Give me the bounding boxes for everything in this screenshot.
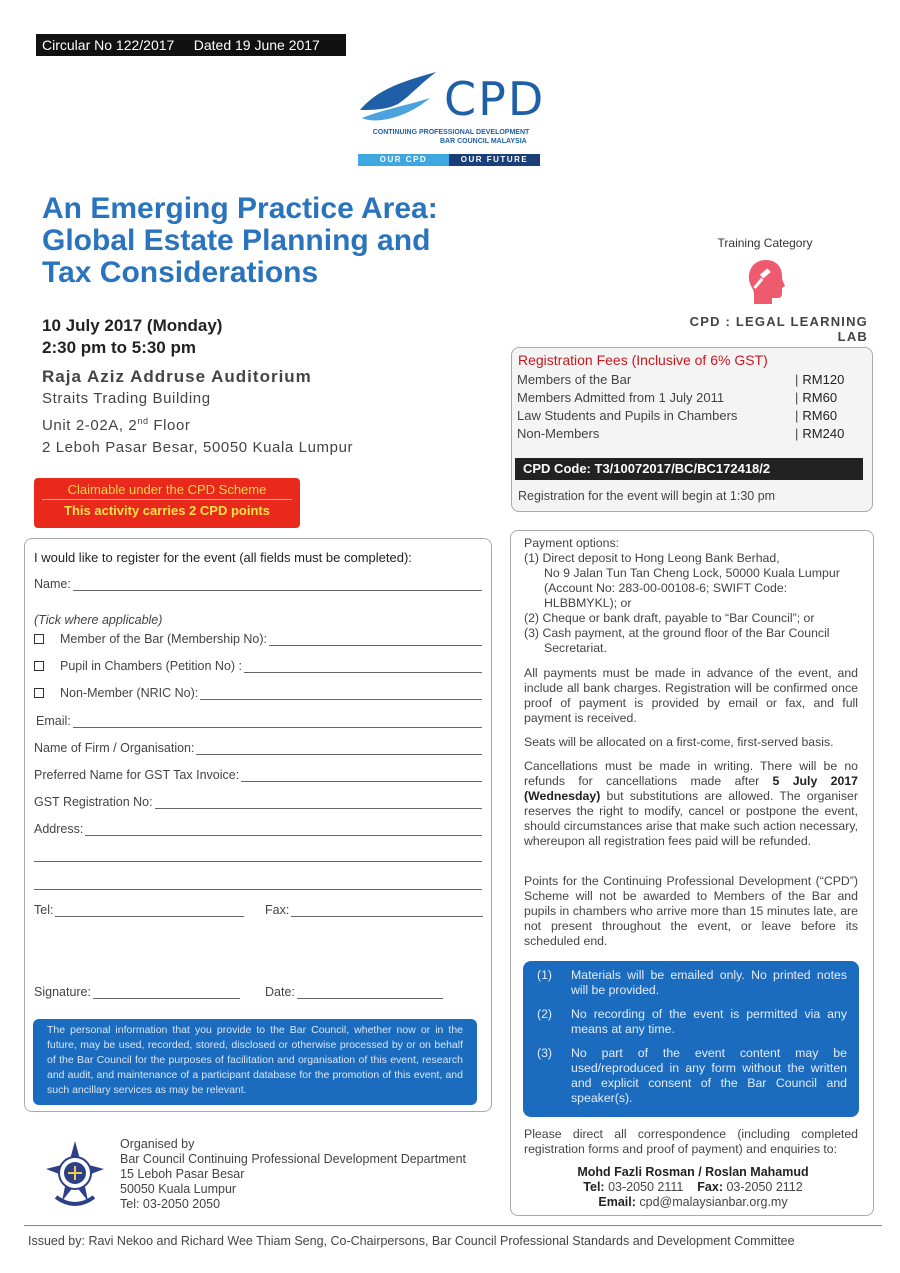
logo-sub-line2: BAR COUNCIL MALAYSIA [440,138,527,145]
fee-row [517,424,856,442]
tel-label: Tel: [583,1180,605,1194]
fees-table [517,370,856,442]
email-field[interactable] [36,714,482,728]
tel-label: Tel: [34,903,54,917]
contact-fax: 03-2050 2112 [726,1180,803,1194]
cancel-deadline: 5 July 2017 (Wednesday) [524,774,858,803]
correspondence-text: Please direct all correspondence (including completed registration forms and proof of payment) and enquiries to: [524,1127,858,1156]
member-line[interactable] [269,633,482,646]
note-item [537,1046,847,1106]
organiser-label: Organised by [120,1137,195,1151]
logo-text: CPD [444,72,546,126]
organiser-info [120,1137,466,1212]
nonmember-checkbox[interactable] [34,688,44,698]
tel-line[interactable] [55,904,244,917]
tel-field[interactable] [34,903,244,917]
note-number: (3) [537,1046,553,1060]
advance-payment-text: All payments must be made in advance of the event, and include all bank charges. Registration will be confirmed once proof of payment is provided by email or fax, and full payment is received. [524,666,858,725]
logo-subtitle [360,128,542,146]
organiser-line2: 15 Leboh Pasar Besar [120,1167,245,1181]
logo-strip [358,154,540,166]
venue-line3: 2 Leboh Pasar Besar, 50050 Kuala Lumpur [42,439,354,456]
fee-label: Non-Members [517,425,600,441]
contact-email-row [511,1195,875,1210]
venue-sup: nd [137,416,149,426]
contact-names: Mohd Fazli Rosman / Roslan Mahamud [577,1165,809,1179]
fee-separator: | [795,425,799,441]
date-line[interactable] [297,986,443,999]
pupil-field[interactable] [34,659,482,673]
training-category: CPD : LEGAL LEARNING LAB [689,314,868,344]
signature-line[interactable] [93,986,240,999]
notes-panel [523,961,859,1117]
registration-start: Registration for the event will begin at 1:30 pm [518,489,776,503]
payment-option-1-swift: HLBBMYKL); or [544,596,632,610]
note-number: (2) [537,1007,553,1021]
name-line[interactable] [73,578,482,591]
date-label: Date: [265,985,295,999]
venue-line2 [42,410,353,437]
signature-field[interactable] [34,985,240,999]
event-date: 10 July 2017 (Monday) [42,316,223,335]
nonmember-field[interactable] [34,686,482,700]
email-label: Email: [598,1195,636,1209]
gst-name-field[interactable] [34,768,482,782]
privacy-notice: The personal information that you provide to the Bar Council, whether now or in the future, may be used, recorded, stored, disclosed or otherwise processed by or on behalf of the Bar Council for the purposes of facilitation and organisation of this event, research and audit, and maintenance of a participant database for the promotion of this event, and such ancillary services as may be relevant. [33,1019,477,1105]
organiser-line4: Tel: 03-2050 2050 [120,1197,221,1211]
address-line[interactable] [85,823,482,836]
venue-line1: Straits Trading Building [42,390,211,407]
event-title [42,193,512,289]
name-field[interactable] [34,577,482,591]
title-line: Tax Considerations [42,256,319,289]
event-venue [42,366,353,459]
firm-field[interactable] [34,741,482,755]
fee-amount: RM120 [802,371,845,387]
cancellation-text [524,759,858,849]
firm-label: Name of Firm / Organisation: [34,741,195,755]
pupil-line[interactable] [244,660,482,673]
note-item [537,1007,847,1037]
address-field[interactable] [34,822,482,836]
payment-option-3: (3) Cash payment, at the ground floor of the Bar Council [524,626,830,640]
cpd-code: CPD Code: T3/10072017/BC/BC172418/2 [515,458,863,480]
payment-info-box [510,530,874,1216]
claim-line2: This activity carries 2 CPD points [64,503,270,518]
name-label: Name: [34,577,71,591]
fee-amount: RM60 [802,389,838,405]
issued-by: Issued by: Ravi Nekoo and Richard Wee Thiam Seng, Co-Chairpersons, Bar Council Professional Standards and Development Committee [28,1234,795,1248]
venue-name: Raja Aziz Addruse Auditorium [42,367,312,386]
fees-title: Registration Fees (Inclusive of 6% GST) [518,352,768,368]
head-gavel-icon [746,258,786,306]
fax-field[interactable] [265,903,483,917]
cpd-points-text: Points for the Continuing Professional Development (“CPD”) Scheme will not be awarded to Members of the Bar and pupils in chambers who arrive more than 15 minutes late, are not present throughout the event, or leave before its scheduled end. [524,874,858,948]
note-item [537,968,847,998]
title-line: Global Estate Planning and [42,224,431,257]
contact-email[interactable]: cpd@malaysianbar.org.my [639,1195,788,1209]
gst-name-label: Preferred Name for GST Tax Invoice: [34,768,240,782]
fax-label: Fax: [265,903,290,917]
payment-title: Payment options: [524,536,620,550]
fee-amount: RM240 [802,425,845,441]
pupil-label: Pupil in Chambers (Petition No) : [60,659,243,673]
bar-council-crest-icon [42,1139,108,1213]
contact-tel: 03-2050 2111 [608,1180,684,1194]
pupil-checkbox[interactable] [34,661,44,671]
fee-row [517,406,856,424]
wave-icon [358,70,444,126]
contact-info [511,1165,875,1210]
cancel-pre: Cancellations must be made in writing. There will be no refunds for cancellations made after [524,759,858,788]
logo-strip-left: OUR CPD [358,154,449,166]
fee-label: Members of the Bar [517,371,632,387]
fee-label: Members Admitted from 1 July 2011 [517,389,725,405]
fee-label: Law Students and Pupils in Chambers [517,407,738,423]
nonmember-label: Non-Member (NRIC No): [60,686,199,700]
date-field[interactable] [265,985,443,999]
logo-sub-line1: CONTINUING PROFESSIONAL DEVELOPMENT [372,129,530,136]
cancel-post: but substitutions are allowed. The organiser reserves the right to modify, cancel or postpone the event, should circumstances arise that make such action necessary, whereupon all registration fees paid will be refunded. [524,789,858,848]
seats-text: Seats will be allocated on a first-come, first-served basis. [524,735,834,749]
payment-option-1-address: No 9 Jalan Tun Tan Cheng Lock, 50000 Kuala Lumpur [544,566,840,580]
event-datetime [42,315,222,359]
gst-no-line[interactable] [155,796,482,809]
note-text: No part of the event content may be used/reproduced in any form without the written and explicit consent of the Bar Council and speaker(s). [571,1046,847,1105]
address-line-3[interactable] [34,889,482,890]
fee-row [517,370,856,388]
tick-note: (Tick where applicable) [34,613,163,627]
payment-option-1: (1) Direct deposit to Hong Leong Bank Berhad, [524,551,780,565]
fax-label: Fax: [697,1180,723,1194]
note-text: No recording of the event is permitted via any means at any time. [571,1007,847,1036]
payment-options [524,536,858,656]
title-line: An Emerging Practice Area: [42,192,438,225]
fee-amount: RM60 [802,407,838,423]
payment-option-2: (2) Cheque or bank draft, payable to “Bar Council”; or [524,611,815,625]
signature-label: Signature: [34,985,91,999]
gst-no-label: GST Registration No: [34,795,153,809]
payment-option-1-account: (Account No: 283-00-00108-6; SWIFT Code: [544,581,788,595]
fee-separator: | [795,407,799,423]
venue-floor: Floor [148,417,191,434]
fee-row [517,388,856,406]
event-time: 2:30 pm to 5:30 pm [42,338,196,357]
gst-name-line[interactable] [241,769,482,782]
contact-phone-fax [511,1180,875,1195]
gst-no-field[interactable] [34,795,482,809]
fee-separator: | [795,389,799,405]
footer-divider [24,1225,882,1226]
organiser-line3: 50050 Kuala Lumpur [120,1182,237,1196]
nonmember-line[interactable] [200,687,482,700]
address-line-2[interactable] [34,861,482,862]
firm-line[interactable] [196,742,482,755]
cpd-claim-badge [34,478,300,528]
member-label: Member of the Bar (Membership No): [60,632,268,646]
member-field[interactable] [34,632,482,646]
payment-option-3-cont: Secretariat. [544,641,607,655]
email-line[interactable] [73,715,482,728]
registration-fees-box [511,347,873,512]
fee-separator: | [795,371,799,387]
logo-strip-right: OUR FUTURE [449,154,540,166]
note-number: (1) [537,968,553,982]
fax-line[interactable] [291,904,483,917]
address-label: Address: [34,822,84,836]
venue-unit: Unit 2-02A, 2 [42,417,138,434]
claim-line1: Claimable under the CPD Scheme [42,482,292,500]
email-label: Email: [36,714,71,728]
cpd-logo [358,70,544,168]
registration-form [24,538,492,1112]
note-text: Materials will be emailed only. No printed notes will be provided. [571,968,847,997]
organiser-line1: Bar Council Continuing Professional Development Department [120,1152,467,1166]
training-category-label: Training Category [717,236,813,250]
form-heading: I would like to register for the event (all fields must be completed): [34,550,412,565]
member-checkbox[interactable] [34,634,44,644]
circular-number: Circular No 122/2017 Dated 19 June 2017 [36,34,346,56]
